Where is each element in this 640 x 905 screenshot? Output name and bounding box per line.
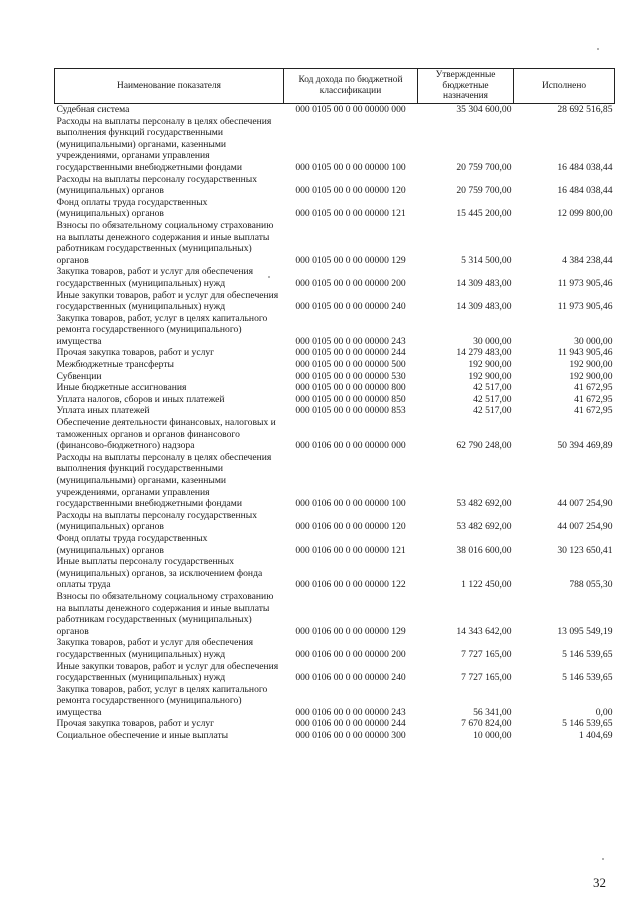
cell-code: 000 0105 00 0 00 00000 129	[295, 254, 406, 266]
cell-code: 000 0105 00 0 00 00000 240	[295, 301, 406, 313]
cell-code: 000 0106 00 0 00 00000 243	[295, 706, 406, 718]
cell-approved: 1 122 450,00	[461, 579, 512, 591]
table-row	[55, 197, 615, 220]
cell-name: Прочая закупка товаров, работ и услуг	[56, 718, 215, 730]
cell-executed: 192 900,00	[569, 370, 613, 382]
cell-name: Обеспечение деятельности финансовых, налоговых и таможенных органов и органов финансового (финансово-бюджетного) надзора	[56, 417, 276, 452]
cell-executed: 788 055,30	[569, 579, 613, 591]
cell-executed: 192 900,00	[569, 359, 613, 371]
cell-name: Межбюджетные трансферты	[56, 359, 174, 371]
cell-code: 000 0105 00 0 00 00000 800	[295, 382, 406, 394]
cell-approved: 30 000,00	[473, 335, 512, 347]
cell-name: Расходы на выплаты персоналу в целях обеспечения выполнения функций государственными (муниципальными) органами, казенными учреждениями, органами управления государственными внебюджетными фондами	[56, 115, 272, 173]
cell-executed: 30 123 650,41	[557, 544, 613, 556]
table-row	[55, 510, 615, 533]
cell-name: Расходы на выплаты персоналу государственных (муниципальных) органов	[56, 509, 258, 533]
cell-approved: 14 309 483,00	[456, 301, 512, 313]
cell-approved: 38 016 600,00	[456, 544, 512, 556]
cell-name: Расходы на выплаты персоналу государственных (муниципальных) органов	[56, 173, 258, 197]
table-header	[55, 69, 615, 104]
table-row	[55, 347, 615, 359]
table-row	[55, 718, 615, 730]
table-row	[55, 684, 615, 719]
cell-code: 000 0106 00 0 00 00000 240	[295, 672, 406, 684]
table-row	[55, 452, 615, 510]
cell-executed: 41 672,95	[574, 382, 613, 394]
table-row	[55, 730, 615, 742]
cell-executed: 5 146 539,65	[562, 648, 613, 660]
cell-approved: 42 517,00	[473, 382, 512, 394]
cell-code: 000 0105 00 0 00 00000 244	[295, 347, 406, 359]
cell-name: Расходы на выплаты персоналу в целях обеспечения выполнения функций государственными (муниципальными) органами, казенными учреждениями, органами управления государственными внебюджетными фондами	[56, 451, 272, 510]
table-row	[55, 533, 615, 556]
cell-code: 000 0106 00 0 00 00000 244	[295, 718, 406, 730]
cell-executed: 4 384 238,44	[562, 254, 613, 266]
cell-approved: 42 517,00	[473, 393, 512, 405]
cell-name: Уплата иных платежей	[56, 405, 150, 417]
cell-approved: 62 790 248,00	[456, 440, 512, 452]
cell-executed: 44 007 254,90	[557, 498, 613, 510]
cell-executed: 16 484 038,44	[557, 161, 613, 173]
cell-name: Закупка товаров, работ, услуг в целях капитального ремонта государственного (муниципального) имущества	[56, 683, 268, 718]
scan-speck	[602, 858, 604, 860]
table-row	[55, 637, 615, 660]
table-body	[55, 104, 615, 742]
cell-approved: 20 759 700,00	[456, 185, 512, 197]
cell-executed: 50 394 469,89	[557, 440, 613, 452]
cell-approved: 14 309 483,00	[456, 277, 512, 289]
table-row	[55, 116, 615, 174]
cell-executed: 13 095 549,19	[557, 625, 613, 637]
cell-approved: 5 314 500,00	[461, 254, 512, 266]
table-row	[55, 290, 615, 313]
cell-executed: 30 000,00	[574, 335, 613, 347]
cell-executed: 28 692 516,85	[557, 104, 613, 115]
cell-code: 000 0106 00 0 00 00000 120	[295, 521, 406, 533]
cell-code: 000 0105 00 0 00 00000 500	[295, 359, 406, 371]
cell-name: Судебная система	[56, 104, 130, 115]
table-row	[55, 266, 615, 289]
table-row	[55, 405, 615, 417]
cell-code: 000 0105 00 0 00 00000 121	[295, 208, 406, 220]
cell-code: 000 0106 00 0 00 00000 300	[295, 730, 406, 742]
table-row	[55, 359, 615, 371]
cell-executed: 0,00	[595, 706, 613, 718]
cell-approved: 20 759 700,00	[456, 161, 512, 173]
cell-name: Иные выплаты персоналу государственных (муниципальных) органов, за исключением фонда оплаты труда	[56, 556, 263, 591]
cell-approved: 192 900,00	[468, 359, 512, 371]
cell-name: Закупка товаров, работ и услуг для обеспечения государственных (муниципальных) нужд	[56, 266, 254, 289]
cell-code: 000 0105 00 0 00 00000 100	[295, 161, 406, 173]
cell-code: 000 0105 00 0 00 00000 853	[295, 405, 406, 417]
cell-approved: 10 000,00	[473, 730, 512, 742]
table-row	[55, 371, 615, 383]
cell-executed: 11 973 905,46	[557, 301, 613, 313]
cell-approved: 56 341,00	[473, 706, 512, 718]
cell-executed: 16 484 038,44	[557, 185, 613, 197]
cell-code: 000 0106 00 0 00 00000 000	[295, 440, 406, 452]
cell-name: Иные бюджетные ассигнования	[56, 382, 187, 394]
cell-executed: 44 007 254,90	[557, 521, 613, 533]
cell-executed: 11 973 905,46	[557, 277, 613, 289]
cell-name: Фонд оплаты труда государственных (муниципальных) органов	[56, 196, 208, 220]
cell-approved: 53 482 692,00	[456, 521, 512, 533]
cell-approved: 192 900,00	[468, 370, 512, 382]
cell-code: 000 0105 00 0 00 00000 000	[295, 104, 406, 115]
column-header-code: Код дохода по бюджетной классификации	[284, 69, 418, 104]
cell-executed: 41 672,95	[574, 393, 613, 405]
table-row	[55, 556, 615, 591]
cell-approved: 42 517,00	[473, 405, 512, 417]
cell-code: 000 0105 00 0 00 00000 200	[295, 277, 406, 289]
table-row	[55, 661, 615, 684]
table-row	[55, 417, 615, 452]
cell-approved: 15 445 200,00	[456, 208, 512, 220]
cell-code: 000 0105 00 0 00 00000 850	[295, 393, 406, 405]
cell-executed: 5 146 539,65	[562, 718, 613, 730]
cell-name: Прочая закупка товаров, работ и услуг	[56, 347, 215, 359]
cell-executed: 12 099 800,00	[557, 208, 613, 220]
cell-name: Закупка товаров, работ, услуг в целях капитального ремонта государственного (муниципального) имущества	[56, 312, 268, 347]
cell-approved: 7 727 165,00	[461, 672, 512, 684]
table-row	[55, 104, 615, 116]
cell-name: Субвенции	[56, 370, 102, 382]
cell-name: Социальное обеспечение и иные выплаты	[56, 730, 229, 742]
cell-approved: 14 279 483,00	[456, 347, 512, 359]
cell-name: Фонд оплаты труда государственных (муниципальных) органов	[56, 532, 208, 556]
cell-code: 000 0105 00 0 00 00000 243	[295, 335, 406, 347]
cell-name: Взносы по обязательному социальному страхованию на выплаты денежного содержания и иные выплаты работникам государственных (муниципальных) органов	[56, 590, 274, 637]
table-row	[55, 220, 615, 266]
table-row	[55, 174, 615, 197]
cell-code: 000 0106 00 0 00 00000 121	[295, 544, 406, 556]
table-row	[55, 313, 615, 348]
table-row	[55, 394, 615, 406]
cell-executed: 11 943 905,46	[557, 347, 613, 359]
cell-approved: 7 727 165,00	[461, 648, 512, 660]
cell-code: 000 0105 00 0 00 00000 530	[295, 370, 406, 382]
cell-code: 000 0105 00 0 00 00000 120	[295, 185, 406, 197]
cell-name: Иные закупки товаров, работ и услуг для обеспечения государственных (муниципальных) нужд	[56, 289, 279, 313]
cell-approved: 53 482 692,00	[456, 498, 512, 510]
scan-speck	[268, 276, 270, 278]
cell-executed: 41 672,95	[574, 405, 613, 417]
table-row	[55, 591, 615, 637]
cell-code: 000 0106 00 0 00 00000 100	[295, 498, 406, 510]
cell-name: Уплата налогов, сборов и иных платежей	[56, 393, 225, 405]
column-header-name: Наименование показателя	[55, 69, 284, 104]
cell-name: Взносы по обязательному социальному страхованию на выплаты денежного содержания и иные выплаты работникам государственных (муниципальных) органов	[56, 219, 274, 266]
cell-approved: 7 670 824,00	[461, 718, 512, 730]
cell-approved: 14 343 642,00	[456, 625, 512, 637]
cell-code: 000 0106 00 0 00 00000 122	[295, 579, 406, 591]
column-header-executed: Исполнено	[514, 69, 615, 104]
cell-code: 000 0106 00 0 00 00000 129	[295, 625, 406, 637]
page-number: 32	[593, 875, 606, 890]
cell-name: Иные закупки товаров, работ и услуг для обеспечения государственных (муниципальных) нужд	[56, 660, 279, 684]
cell-approved: 35 304 600,00	[456, 104, 512, 115]
table-row	[55, 382, 615, 394]
scan-speck	[597, 48, 599, 50]
cell-code: 000 0106 00 0 00 00000 200	[295, 648, 406, 660]
cell-executed: 1 404,69	[578, 730, 613, 742]
column-header-approved: Утвержденные бюджетные назначения	[418, 69, 514, 104]
cell-executed: 5 146 539,65	[562, 672, 613, 684]
budget-execution-table	[54, 68, 615, 742]
cell-name: Закупка товаров, работ и услуг для обеспечения государственных (муниципальных) нужд	[56, 637, 254, 660]
